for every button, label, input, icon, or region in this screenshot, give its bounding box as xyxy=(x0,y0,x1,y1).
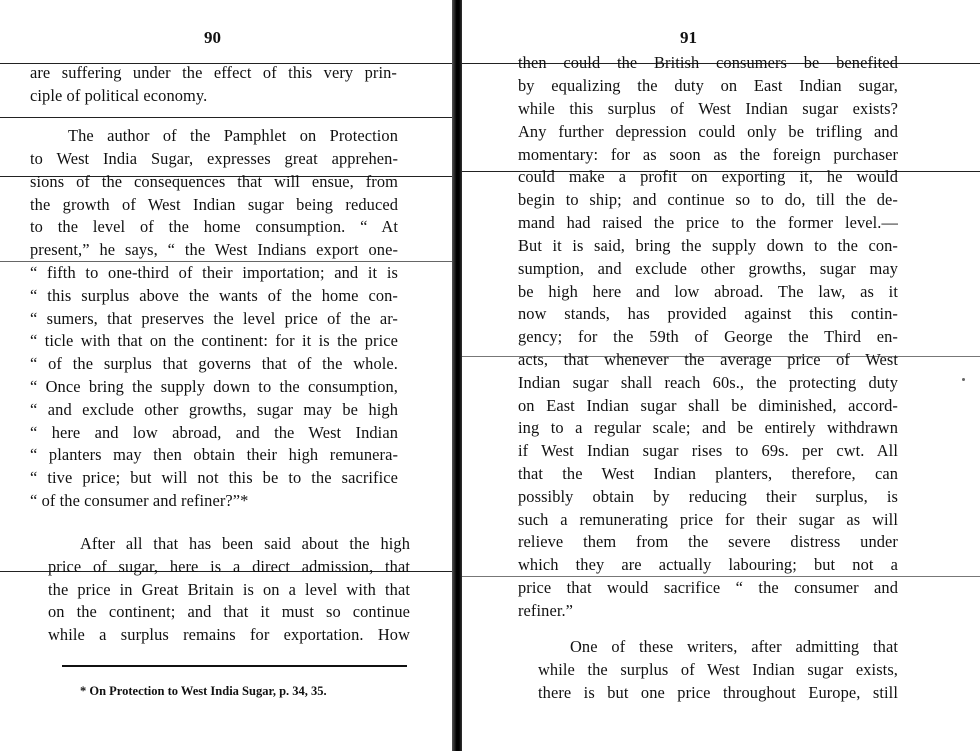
page-number-right: 91 xyxy=(680,28,697,47)
text-line: Any further depression could only be trifling and xyxy=(518,122,898,141)
text-line: to the level of the home consumption. “ At xyxy=(30,217,398,236)
text-line: One of these writers, after admitting that xyxy=(570,637,898,656)
text-line: “ planters may then obtain their high remunera- xyxy=(30,445,398,464)
text-line: But it is said, bring the supply down to the con- xyxy=(518,236,898,255)
text-line: mand had raised the price to the former level.— xyxy=(518,213,898,232)
text-line: present,” he says, “ the West Indians export one- xyxy=(30,240,398,259)
text-line: “ of the surplus that governs that of the whole. xyxy=(30,354,398,373)
text-line: there is but one price throughout Europe, still xyxy=(538,683,898,702)
text-line: on East Indian sugar shall be diminished, accord- xyxy=(518,396,898,415)
page-number-left: 90 xyxy=(204,28,221,47)
text-line: “ tive price; but will not this be to the sacrifice xyxy=(30,468,398,487)
text-line: “ of the consumer and refiner?”* xyxy=(30,491,249,510)
text-line: could make a profit on exporting it, he would xyxy=(518,167,898,186)
right-page xyxy=(462,0,980,751)
text-line: gency; for the 59th of George the Third en- xyxy=(518,327,898,346)
text-line: begin to ship; and continue so to do, till the de- xyxy=(518,190,898,209)
text-line: momentary: for as soon as the foreign purchaser xyxy=(518,145,898,164)
text-line: “ sumers, that preserves the level price of the ar- xyxy=(30,309,398,328)
text-line: “ ticle with that on the continent: for it is the price xyxy=(30,331,398,350)
text-line: “ fifth to one-third of their importation; and it is xyxy=(30,263,398,282)
text-line: ciple of political economy. xyxy=(30,86,208,105)
text-line: such a remunerating price for their sugar as will xyxy=(518,510,898,529)
text-line: relieve them from the severe distress under xyxy=(518,532,898,551)
text-line: price that would sacrifice “ the consumer and xyxy=(518,578,898,597)
text-line: if West Indian sugar rises to 69s. per cwt. All xyxy=(518,441,898,460)
footnote-separator xyxy=(62,665,407,667)
text-line: price of sugar, here is a direct admission, that xyxy=(48,557,410,576)
text-line: The author of the Pamphlet on Protection xyxy=(68,126,398,145)
text-line: that the West Indian planters, therefore, can xyxy=(518,464,898,483)
text-line: then could the British consumers be benefited xyxy=(518,53,898,72)
scan-rule xyxy=(0,117,452,118)
text-line: now stands, has provided against this contin- xyxy=(518,304,898,323)
text-line: “ this surplus above the wants of the home con- xyxy=(30,286,398,305)
text-line: which they are actually labouring; but not a xyxy=(518,555,898,574)
footnote: * On Protection to West India Sugar, p. 34, 35. xyxy=(80,684,327,698)
text-line: “ here and low abroad, and the West Indian xyxy=(30,423,398,442)
text-line: be high here and low abroad. The law, as it xyxy=(518,282,898,301)
text-line: possibly obtain by reducing their surplus, is xyxy=(518,487,898,506)
text-line: acts, that whenever the average price of West xyxy=(518,350,898,369)
text-line: are suffering under the effect of this very prin- xyxy=(30,63,397,82)
text-line: ing to a regular scale; and be entirely withdrawn xyxy=(518,418,898,437)
text-line: while a surplus remains for exportation. How xyxy=(48,625,410,644)
text-line: the growth of West Indian sugar being reduced xyxy=(30,195,398,214)
text-line: the price in Great Britain is on a level with that xyxy=(48,580,410,599)
text-line: on the continent; and that it must so continue xyxy=(48,602,410,621)
scan-speck xyxy=(962,378,965,381)
left-page xyxy=(0,0,452,751)
text-line: sions of the consequences that will ensue, from xyxy=(30,172,398,191)
text-line: Indian sugar shall reach 60s., the protecting duty xyxy=(518,373,898,392)
text-line: sumption, and exclude other growths, sugar may xyxy=(518,259,898,278)
text-line: “ Once bring the supply down to the consumption, xyxy=(30,377,398,396)
text-line: by equalizing the duty on East Indian sugar, xyxy=(518,76,898,95)
book-gutter xyxy=(452,0,462,751)
text-line: refiner.” xyxy=(518,601,574,620)
text-line: while the surplus of West Indian sugar exists, xyxy=(538,660,898,679)
text-line: After all that has been said about the high xyxy=(80,534,410,553)
text-line: to West India Sugar, expresses great apprehen- xyxy=(30,149,398,168)
text-line: “ and exclude other growths, sugar may be high xyxy=(30,400,398,419)
text-line: while this surplus of West Indian sugar exists? xyxy=(518,99,898,118)
